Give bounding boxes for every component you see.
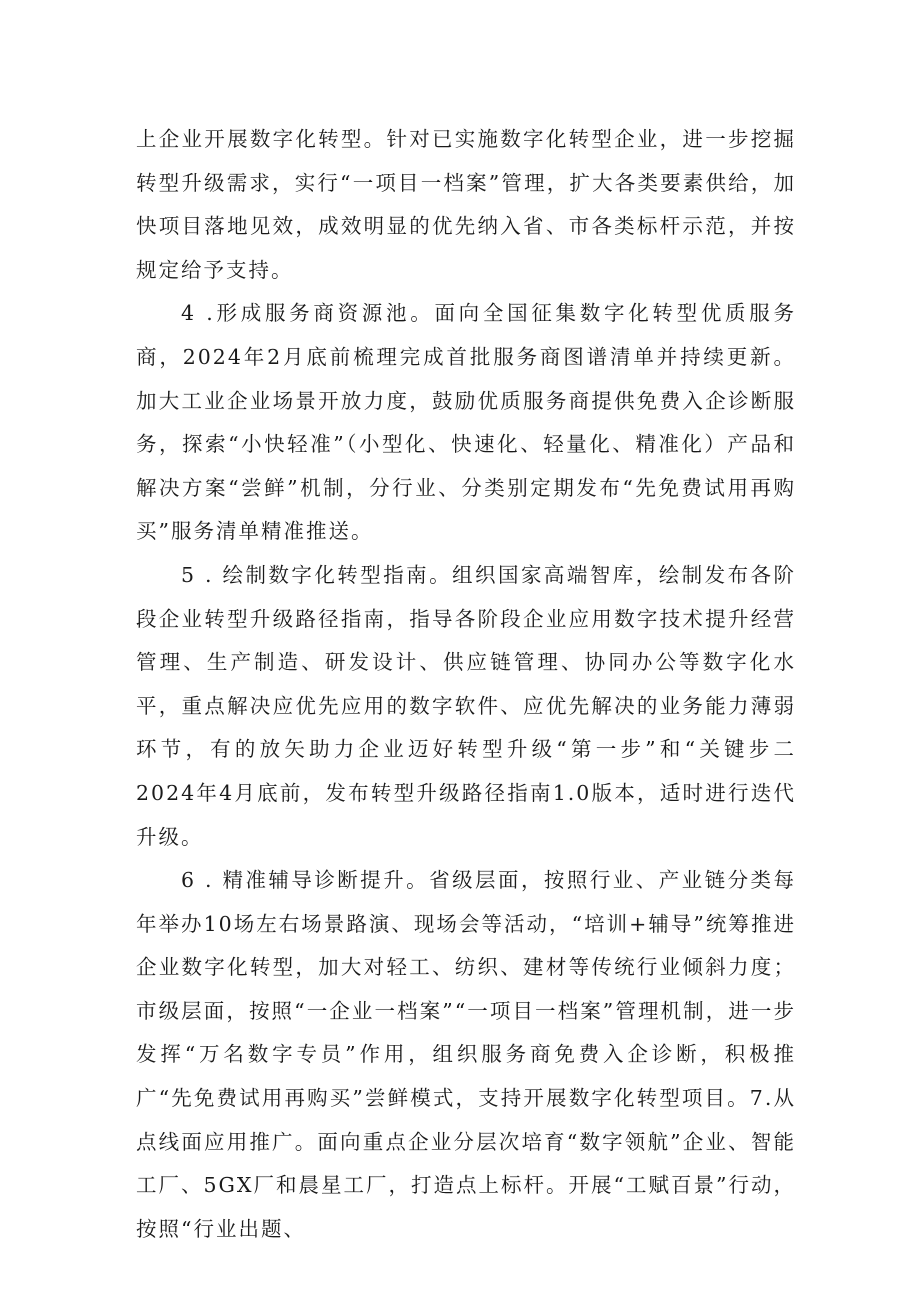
paragraph-item-6: 6 . 精准辅导诊断提升。省级层面，按照行业、产业链分类每年举办10场左右场景路演、现场会等活动，“培训+辅导”统筹推进企业数字化转型，加大对轻工、纺织、建材等传统行业倾斜力度；市级层面，按照“一企业一档案”“一项目一档案”管理机制，进一步发挥“万名数字专员”作用，组织服务商免费入企诊断，积极推广“先免费试用再购买”尝鲜模式，支持开展数字化转型项目。7.从点线面应用推广。面向重点企业分层次培育“数字领航”企业、智能工厂、5GX厂和晨星工厂，打造点上标杆。开展“工赋百景”行动，按照“行业出题、 — [136, 868, 796, 1241]
document-body — [136, 118, 796, 1251]
paragraph-continuation: 上企业开展数字化转型。针对已实施数字化转型企业，进一步挖掘转型升级需求，实行“一项目一档案”管理，扩大各类要素供给，加快项目落地见效，成效明显的优先纳入省、市各类标杆示范，并按规定给予支持。 — [136, 127, 796, 282]
paragraph-item-5: 5 . 绘制数字化转型指南。组织国家高端智库，绘制发布各阶段企业转型升级路径指南，指导各阶段企业应用数字技术提升经营管理、生产制造、研发设计、供应链管理、协同办公等数字化水平，重点解决应优先应用的数字软件、应优先解决的业务能力薄弱环节，有的放矢助力企业迈好转型升级“第一步”和“关键步二2024年4月底前，发布转型升级路径指南1.0版本，适时进行迭代升级。 — [136, 562, 796, 849]
paragraph-item-4: 4 .形成服务商资源池。面向全国征集数字化转型优质服务商，2024年2月底前梳理完成首批服务商图谱清单并持续更新。加大工业企业场景开放力度，鼓励优质服务商提供免费入企诊断服务，探索“小快轻准”（小型化、快速化、轻量化、精准化）产品和解决方案“尝鲜”机制，分行业、分类别定期发布“先免费试用再购买”服务清单精准推送。 — [136, 301, 796, 544]
